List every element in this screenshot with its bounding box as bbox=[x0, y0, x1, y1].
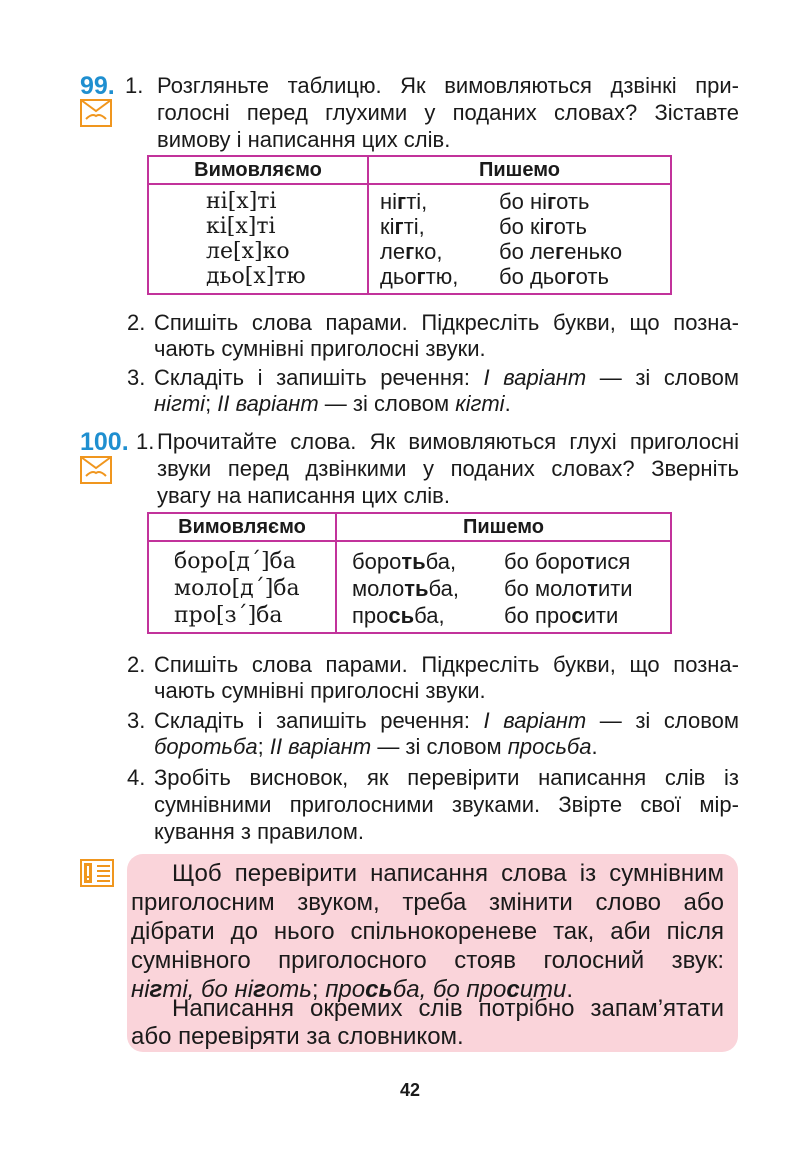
check-word: бо легенько bbox=[499, 239, 623, 264]
pron-word: боро[д´]ба bbox=[174, 549, 296, 574]
ex100-table bbox=[147, 512, 672, 634]
pron-word: про[з´]ба bbox=[174, 603, 283, 628]
ex99-task3-number: 3. bbox=[127, 365, 146, 390]
ex100-task1-line2: звуки перед дзвінкими у поданих словах? Зверніть bbox=[157, 456, 739, 481]
ex100-task2-line2: чають сумнівні приголосні звуки. bbox=[154, 678, 486, 703]
written-word: просьба, bbox=[352, 603, 445, 628]
check-word: бо просити bbox=[504, 603, 619, 628]
ex100-task4-line2: сумнівними приголосними звуками. Звірте свої мір- bbox=[154, 792, 739, 817]
ex100-task1-line3: увагу на написання цих слів. bbox=[157, 483, 450, 508]
ex99-task1-number: 1. bbox=[125, 73, 144, 98]
written-word: легко, bbox=[380, 239, 443, 264]
ex100-task3-number: 3. bbox=[127, 708, 146, 733]
ex100-task3-line1: Складіть і запишіть речення: І варіант — зі словом bbox=[154, 708, 739, 733]
ex100-task2-line1: Спишіть слова парами. Підкресліть букви, що позна- bbox=[154, 652, 739, 677]
ex100-task1-number: 1. bbox=[136, 429, 155, 454]
ex99-task1-line3: вимову і написання цих слів. bbox=[157, 127, 451, 152]
check-word: бо ніготь bbox=[499, 189, 590, 214]
rule-book-icon bbox=[80, 858, 114, 888]
ex100-task4-number: 4. bbox=[127, 765, 146, 790]
rule-line2: приголосним звуком, треба змінити слово або bbox=[131, 889, 724, 916]
rule-para2-line2: або перевіряти за словником. bbox=[131, 1023, 464, 1050]
ex100-task4-line3: кування з правилом. bbox=[154, 819, 364, 844]
ex99-task1-line2: голосні перед глухими у поданих словах? Зіставте bbox=[157, 100, 739, 125]
table-header-pronounce: Вимовляємо bbox=[148, 513, 336, 541]
written-word: дьогтю, bbox=[380, 264, 459, 289]
handshake-icon bbox=[80, 456, 112, 484]
exercise-99-number: 99. bbox=[80, 72, 115, 100]
rule-line3: дібрати до нього спільнокореневе так, аби після bbox=[131, 918, 724, 945]
ex99-task2-line1: Спишіть слова парами. Підкресліть букви, що позна- bbox=[154, 310, 739, 335]
written-word: нігті, bbox=[380, 189, 428, 214]
pron-word: моло[д´]ба bbox=[174, 576, 300, 601]
ex100-pron-cell bbox=[148, 541, 336, 632]
rule-line4: сумнівного приголосного стояв голосний звук: bbox=[131, 947, 724, 974]
exercise-100-number: 100. bbox=[80, 428, 129, 456]
ex99-task2-number: 2. bbox=[127, 310, 146, 335]
ex99-task2-line2: чають сумнівні приголосні звуки. bbox=[154, 336, 486, 361]
ex99-task1-line1: Розгляньте таблицю. Як вимовляються дзвінкі при- bbox=[157, 73, 739, 98]
ex100-task1-line1: Прочитайте слова. Як вимовляються глухі приголосні bbox=[157, 429, 739, 454]
ex100-task2-number: 2. bbox=[127, 652, 146, 677]
written-word: молотьба, bbox=[352, 576, 459, 601]
check-word: бо боротися bbox=[504, 549, 631, 574]
ex99-task3-line1: Складіть і запишіть речення: І варіант — зі словом bbox=[154, 365, 739, 390]
ex100-task4-line1: Зробіть висновок, як перевірити написання слів із bbox=[154, 765, 739, 790]
ex99-pron-cell bbox=[148, 184, 368, 293]
check-word: бо кіготь bbox=[499, 214, 587, 239]
table-header-pronounce: Вимовляємо bbox=[148, 156, 368, 184]
check-word: бо молотити bbox=[504, 576, 633, 601]
pron-word: дьо[х]тю bbox=[206, 264, 306, 289]
rule-para2-line1: Написання окремих слів потрібно запам’ятати bbox=[172, 995, 724, 1022]
handshake-icon bbox=[80, 99, 112, 127]
rule-line1: Щоб перевірити написання слова із сумнівним bbox=[172, 860, 724, 887]
ex99-write-cell bbox=[368, 184, 671, 293]
pron-word: ле[х]ко bbox=[206, 239, 290, 264]
pron-word: кі[х]ті bbox=[206, 214, 276, 239]
table-header-write: Пишемо bbox=[336, 513, 671, 541]
ex99-table bbox=[147, 155, 672, 295]
table-header-write: Пишемо bbox=[368, 156, 671, 184]
ex99-task3-line2: нігті; ІІ варіант — зі словом кігті. bbox=[154, 391, 511, 416]
ex100-write-cell bbox=[336, 541, 671, 632]
written-word: боротьба, bbox=[352, 549, 457, 574]
check-word: бо дьоготь bbox=[499, 264, 609, 289]
ex100-task3-line2: боротьба; ІІ варіант — зі словом просьба. bbox=[154, 734, 598, 759]
rule-examples: нігті, бо ніготь; просьба, бо просити. bbox=[131, 976, 574, 1003]
pron-word: ні[х]ті bbox=[206, 189, 277, 214]
written-word: кігті, bbox=[380, 214, 425, 239]
page-number: 42 bbox=[400, 1080, 421, 1100]
